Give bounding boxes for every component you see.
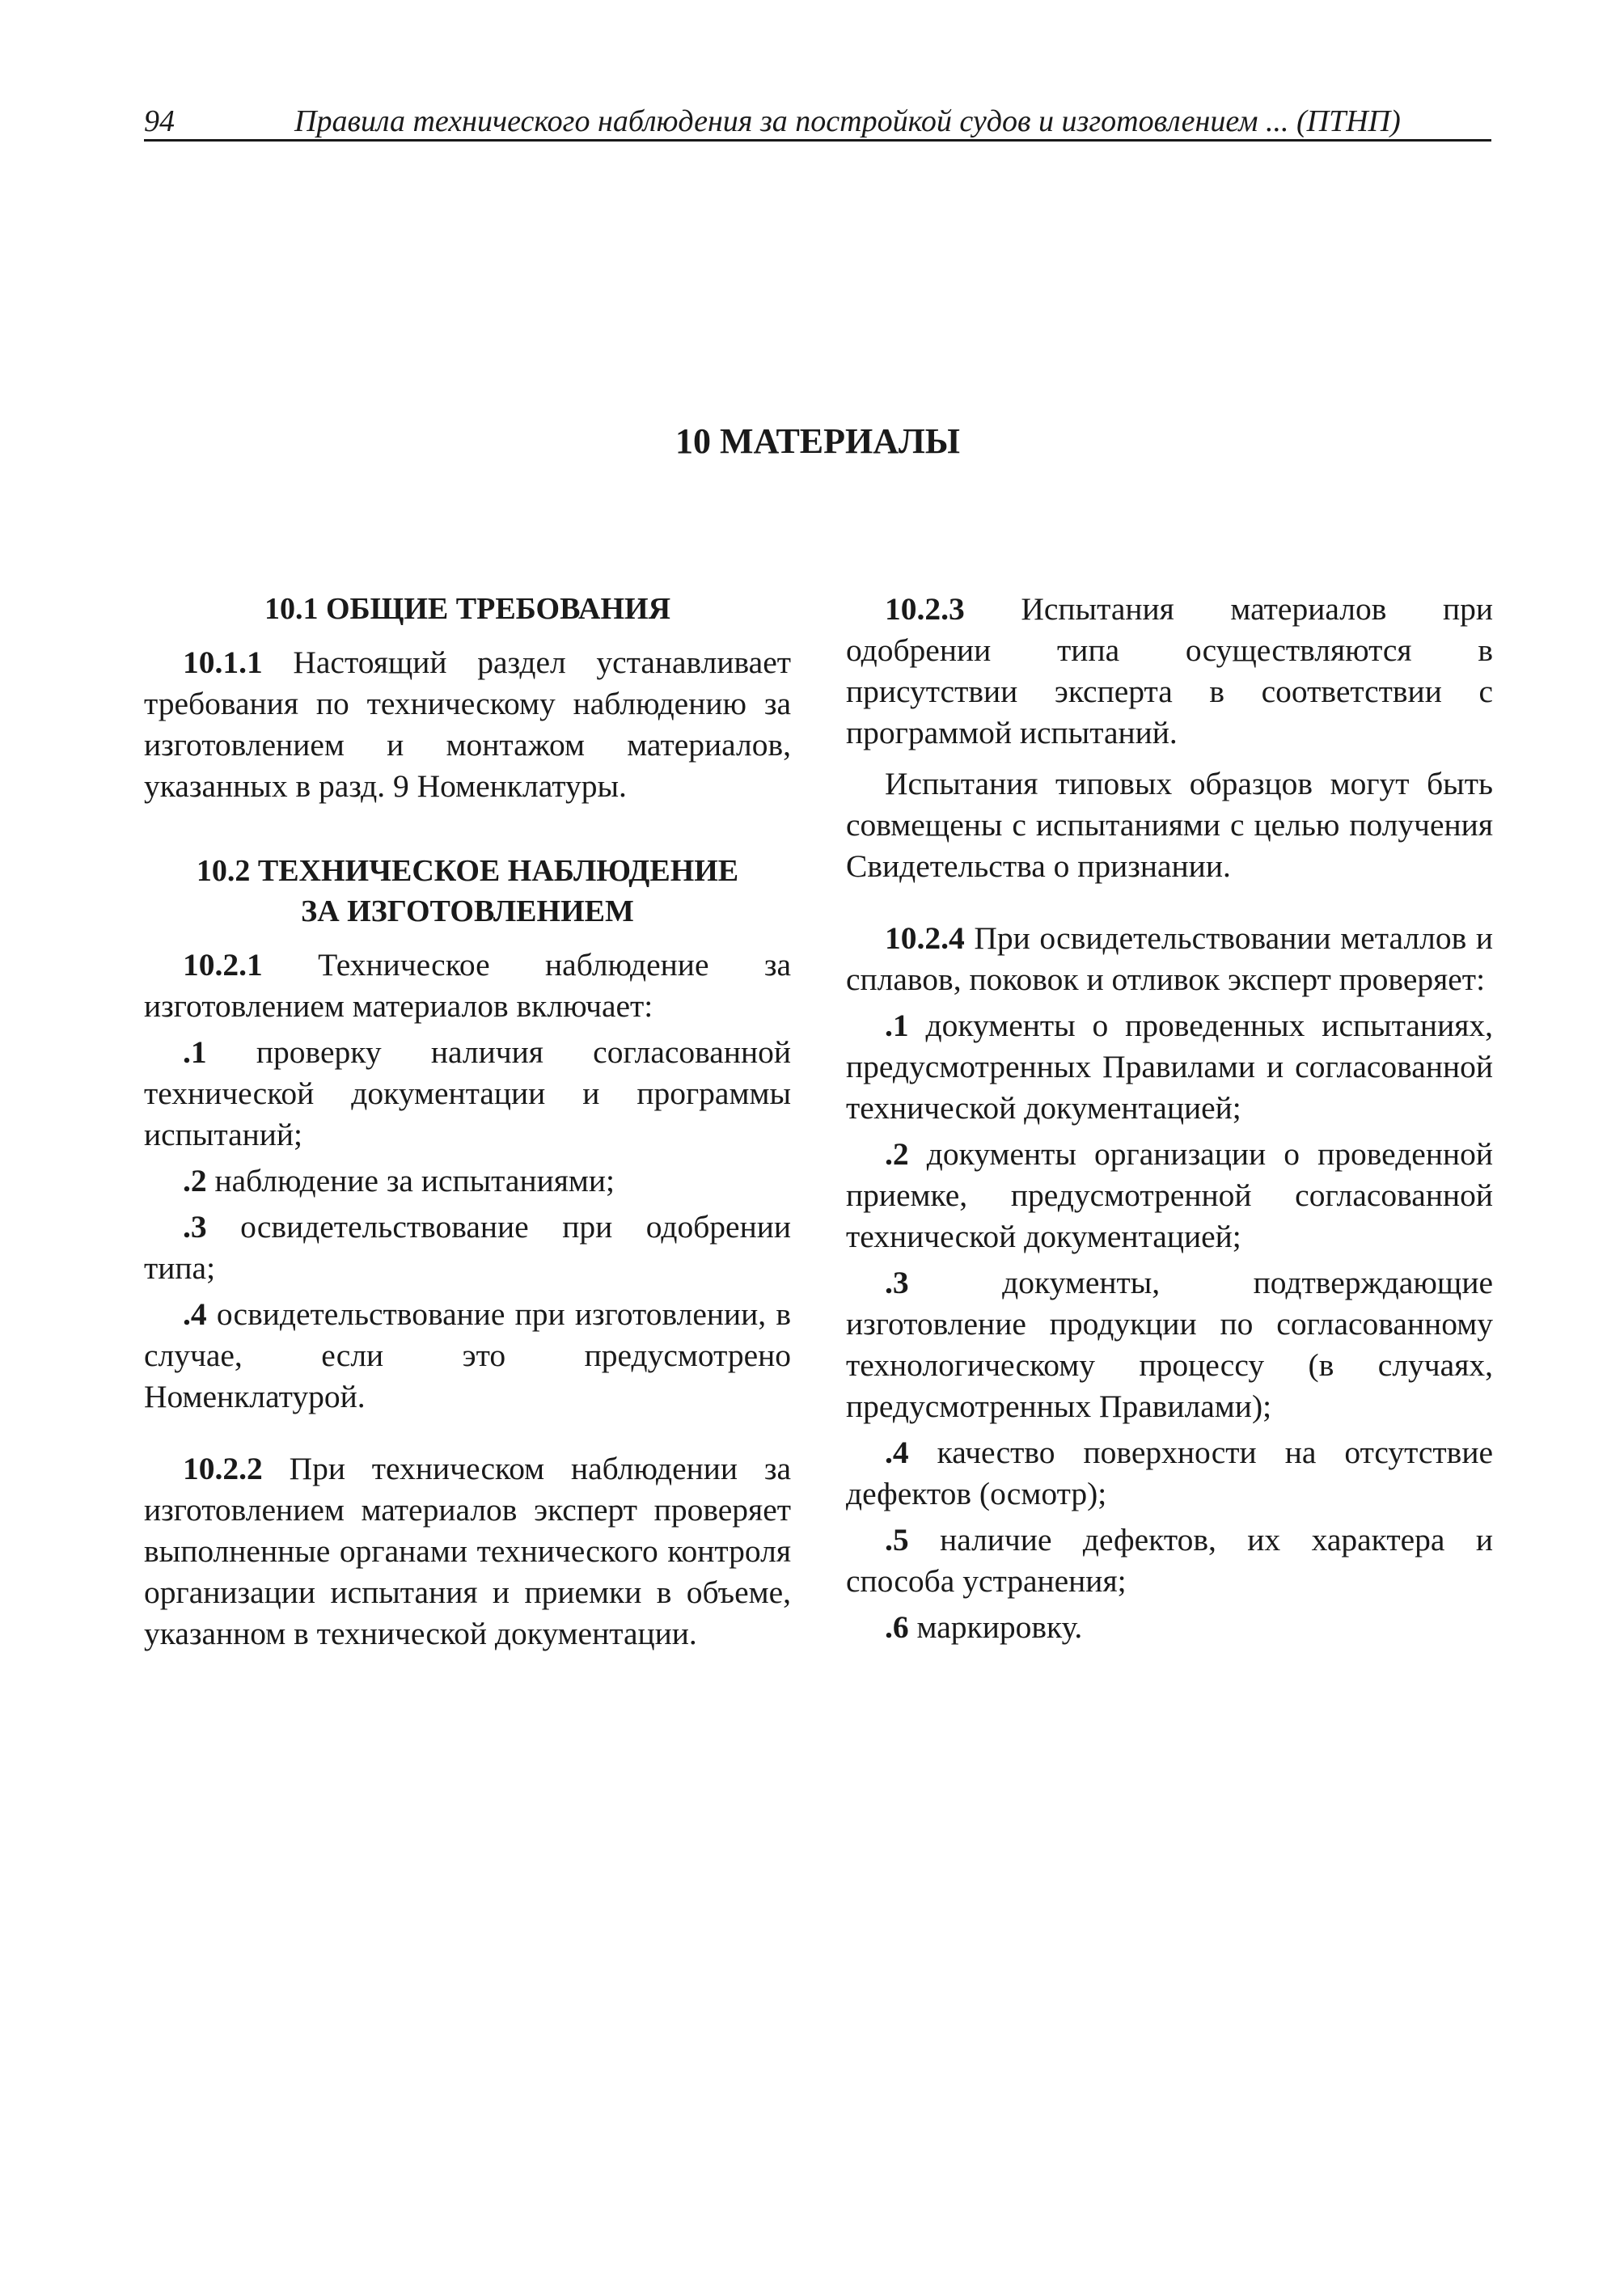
item-number: .2	[183, 1163, 207, 1198]
item-text: документы организации о проведенной приемке, предусмотренной согласованной технической документацией;	[846, 1136, 1493, 1254]
item-number: .3	[183, 1209, 207, 1245]
clause-text: При освидетельствовании металлов и сплавов, поковок и отливок эксперт проверяет:	[846, 920, 1493, 997]
section-heading-10-2	[144, 851, 791, 932]
item-text: наблюдение за испытаниями;	[206, 1163, 615, 1198]
item-text: качество поверхности на отсутствие дефектов (осмотр);	[846, 1435, 1493, 1511]
list-item	[846, 1262, 1493, 1427]
clause-number: 10.2.1	[183, 947, 263, 983]
paragraph-10-2-2	[144, 1448, 791, 1655]
item-number: .4	[885, 1435, 909, 1470]
list-item	[846, 1432, 1493, 1515]
section-heading-line: ЗА ИЗГОТОВЛЕНИЕМ	[301, 894, 634, 928]
list-item	[846, 1005, 1493, 1129]
section-heading-10-1: 10.1 ОБЩИЕ ТРЕБОВАНИЯ	[264, 592, 671, 626]
paragraph-10-2-3-continuation: Испытания типовых образцов могут быть совмещены с испытаниями с целью получения Свидетельства о признании.	[846, 766, 1493, 884]
clause-text: При техническом наблюдении за изготовлением материалов эксперт проверяет выполненные органами технического контроля организации испытания и приемки в объеме, указанном в технической документации.	[144, 1451, 791, 1651]
right-column	[846, 589, 1493, 1648]
list-item	[144, 1294, 791, 1418]
item-number: .5	[885, 1522, 909, 1558]
item-number: .1	[885, 1008, 909, 1043]
clause-text: Испытания материалов при одобрении типа осуществляются в присутствии эксперта в соответствии с программой испытаний.	[846, 591, 1493, 750]
list-item	[846, 1607, 1493, 1648]
item-text: освидетельствование при одобрении типа;	[144, 1209, 791, 1286]
item-text: проверку наличия согласованной технической документации и программы испытаний;	[144, 1034, 791, 1152]
paragraph-10-1-1	[144, 642, 791, 807]
item-text: документы о проведенных испытаниях, предусмотренных Правилами и согласованной технической документацией;	[846, 1008, 1493, 1126]
page-header	[144, 104, 1491, 142]
list-item	[144, 1160, 791, 1202]
item-text: освидетельствование при изготовлении, в случае, если это предусмотрено Номенклатурой.	[144, 1296, 791, 1414]
clause-number: 10.1.1	[183, 645, 263, 680]
left-column	[144, 589, 791, 1655]
list-item	[144, 1207, 791, 1289]
clause-text: Настоящий раздел устанавливает требования по техническому наблюдению за изготовлением и монтажом материалов, указанных в разд. 9 Номенклатуры.	[144, 645, 791, 804]
item-text: документы, подтверждающие изготовление продукции по согласованному технологическому процессу (в случаях, предусмотренных Правилами);	[846, 1265, 1493, 1424]
list-item	[144, 1032, 791, 1156]
clause-number: 10.2.4	[885, 920, 965, 956]
clause-text: Техническое наблюдение за изготовлением материалов включает:	[144, 947, 791, 1024]
paragraph-10-2-4	[846, 918, 1493, 1000]
item-number: .3	[885, 1265, 909, 1300]
item-text: маркировку.	[908, 1609, 1083, 1645]
page-number: 94	[144, 104, 175, 138]
paragraph-10-2-3	[846, 589, 1493, 754]
running-title: Правила технического наблюдения за постройкой судов и изготовлением ... (ПТНП)	[294, 104, 1401, 138]
item-number: .4	[183, 1296, 207, 1332]
clause-number: 10.2.3	[885, 591, 965, 627]
chapter-title: 10 МАТЕРИАЛЫ	[675, 421, 960, 461]
item-number: .2	[885, 1136, 909, 1172]
list-item	[846, 1520, 1493, 1602]
section-heading-line: 10.2 ТЕХНИЧЕСКОЕ НАБЛЮДЕНИЕ	[196, 854, 739, 888]
item-number: .6	[885, 1609, 909, 1645]
paragraph-10-2-1	[144, 945, 791, 1027]
clause-number: 10.2.2	[183, 1451, 263, 1486]
item-text: наличие дефектов, их характера и способа устранения;	[846, 1522, 1493, 1599]
list-item	[846, 1134, 1493, 1258]
item-number: .1	[183, 1034, 207, 1070]
